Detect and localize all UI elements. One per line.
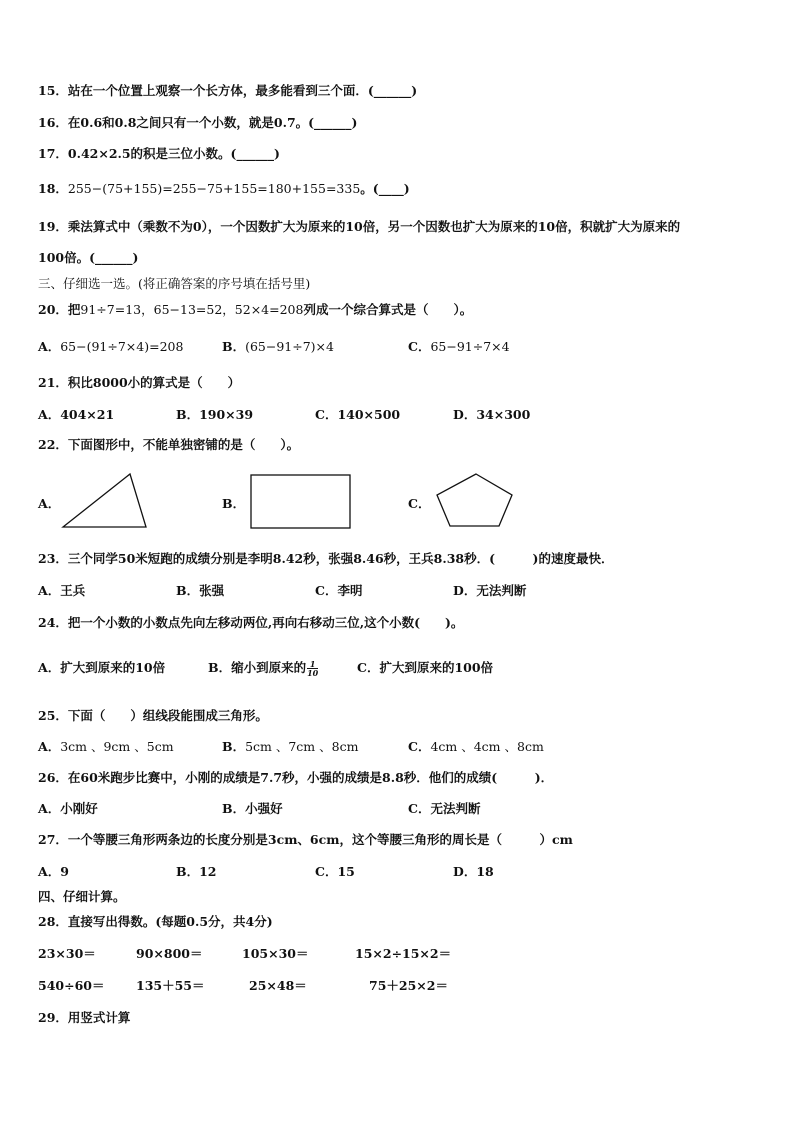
q25-option-b: [222, 739, 358, 755]
question-18-expression: 255−(75+155)=255−75+155=180+155=335: [67, 181, 361, 196]
q25-option-b-text: 5cm 、7cm 、8cm: [245, 739, 359, 754]
q23-option-b: B．张强: [176, 583, 225, 598]
q21-option-d: D．34×300: [453, 407, 531, 422]
q22-pentagon-shape: [437, 474, 512, 526]
q22-triangle-shape: [63, 474, 146, 527]
calc-item: 105×30＝: [242, 946, 309, 961]
section-4-heading: 四、仔细计算。: [38, 889, 126, 904]
q24-option-b-text: B．缩小到原来的: [208, 660, 307, 675]
q24-option-c: C．扩大到原来的100倍: [357, 660, 494, 675]
question-20-tail: 列成一个综合算式是（ ）。: [303, 302, 473, 317]
q20-option-b-text: (65−91÷7)×4: [245, 339, 334, 354]
calc-item: 15×2÷15×2＝: [355, 946, 452, 961]
q25-option-a-label: A．: [38, 739, 61, 754]
question-18-number: 18．: [38, 181, 68, 196]
question-20-expression: 91÷7=13，65−13=52，52×4=208: [80, 302, 304, 317]
q25-option-b-label: B．: [222, 739, 246, 754]
q21-option-a: A．404×21: [38, 407, 115, 422]
q24-option-b: [208, 660, 318, 677]
question-24-stem: 24．把一个小数的小数点先向左移动两位,再向右移动三位,这个小数( )。: [38, 615, 464, 630]
question-22-stem: 22．下面图形中，不能单独密铺的是（ ）。: [38, 437, 300, 452]
question-19-line1: 19．乘法算式中（乘数不为0），一个因数扩大为原来的10倍，另一个因数也扩大为原来的10倍，积就扩大为原来的: [38, 219, 681, 234]
q21-option-b: B．190×39: [176, 407, 254, 422]
question-20-number: 20．把: [38, 302, 81, 317]
q24-option-a: A．扩大到原来的10倍: [38, 660, 166, 675]
q20-option-c-label: C．: [408, 339, 431, 354]
question-16: 16．在0.6和0.8之间只有一个小数，就是0.7。(______): [38, 115, 358, 130]
q25-option-a-text: 3cm 、9cm 、5cm: [60, 739, 174, 754]
q25-option-c-text: 4cm 、4cm 、8cm: [430, 739, 544, 754]
q22-option-c-label: C．: [408, 496, 431, 511]
calc-item: 23×30＝: [38, 946, 96, 961]
question-27-stem: 27．一个等腰三角形两条边的长度分别是3cm、6cm，这个等腰三角形的周长是（ ）cm: [38, 832, 573, 847]
q20-option-a-text: 65−(91÷7×4)=208: [60, 339, 184, 354]
q20-option-a-label: A．: [38, 339, 61, 354]
q20-option-b-label: B．: [222, 339, 246, 354]
question-28-stem: 28．直接写出得数。(每题0.5分，共4分): [38, 914, 273, 929]
question-19-line2: 100倍。(______): [38, 250, 139, 265]
question-18-blank: 。(____): [360, 181, 410, 196]
q27-option-d: D．18: [453, 864, 494, 879]
q23-option-c: C．李明: [315, 583, 363, 598]
q27-option-a: A．9: [38, 864, 69, 879]
calc-item: 540÷60＝: [38, 978, 105, 993]
q26-option-c: C．无法判断: [408, 801, 481, 816]
question-26-stem: 26．在60米跑步比赛中，小刚的成绩是7.7秒，小强的成绩是8.8秒．他们的成绩( )．: [38, 770, 554, 785]
calc-item: 135＋55＝: [136, 978, 205, 993]
q24-fraction: [307, 660, 318, 677]
question-17: 17．0.42×2.5的积是三位小数。(______): [38, 146, 280, 161]
q23-option-a: A．王兵: [38, 583, 86, 598]
q24-fraction-numerator: 1: [307, 660, 318, 669]
question-25-stem: 25．下面（ ）组线段能围成三角形。: [38, 708, 268, 723]
q23-option-d: D．无法判断: [453, 583, 527, 598]
q22-option-b-label: B．: [222, 496, 246, 511]
q25-option-a: [38, 739, 174, 755]
question-15: 15．站在一个位置上观察一个长方体，最多能看到三个面．(______): [38, 83, 418, 98]
calc-item: 90×800＝: [136, 946, 203, 961]
q26-option-a: A．小刚好: [38, 801, 98, 816]
calc-item: 25×48＝: [249, 978, 307, 993]
q20-option-c-text: 65−91÷7×4: [430, 339, 510, 354]
section-3-heading: 三、仔细选一选。(将正确答案的序号填在括号里): [38, 276, 311, 291]
q27-option-b: B．12: [176, 864, 217, 879]
question-21-stem: 21．积比8000小的算式是（ ）: [38, 375, 241, 390]
q27-option-c: C．15: [315, 864, 355, 879]
q22-option-a-label: A．: [38, 496, 61, 511]
calc-item: 75＋25×2＝: [369, 978, 448, 993]
q25-option-c-label: C．: [408, 739, 431, 754]
q26-option-b: B．小强好: [222, 801, 283, 816]
q24-fraction-denominator: 10: [307, 668, 319, 678]
question-23-stem: 23．三个同学50米短跑的成绩分别是李明8.42秒，张强8.46秒，王兵8.38秒．( )的速度最快．: [38, 551, 614, 566]
q25-option-c: [408, 739, 544, 755]
q21-option-c: C．140×500: [315, 407, 401, 422]
question-29: 29．用竖式计算: [38, 1010, 131, 1025]
q22-rectangle-shape: [251, 475, 350, 528]
